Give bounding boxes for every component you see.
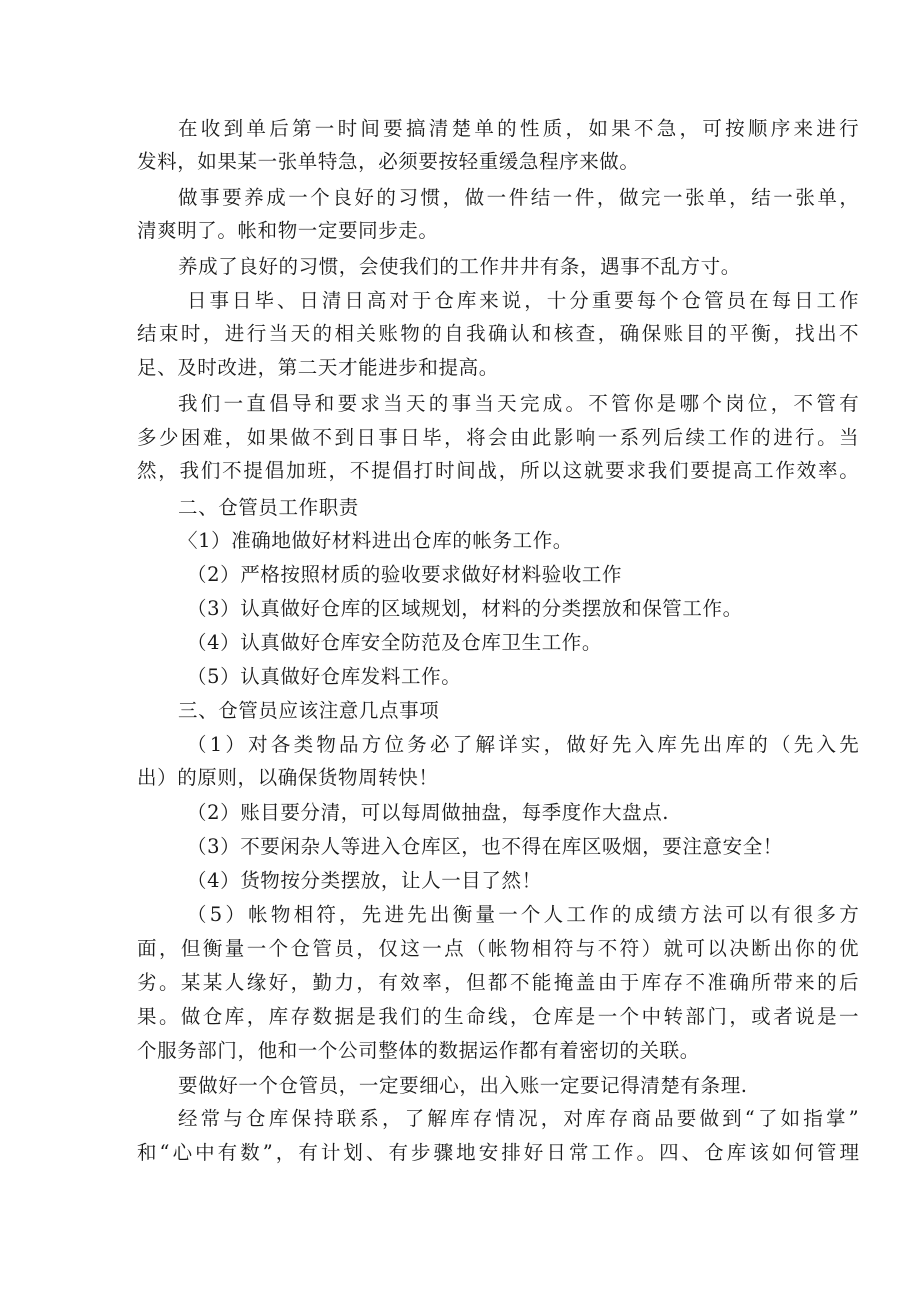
text-line: 做 事 要 养 成 一 个 良 好 的 习 惯 ， 做 一 件 结 一 件 ， 做 完 一 张 单 ， 结 一 张 单 ， <box>178 186 859 209</box>
list-item: （4）认真做好仓库安全防范及仓库卫生工作。 <box>187 631 603 654</box>
text-line: 结 束 时 ， 进 行 当 天 的 相 关 账 物 的 自 我 确 认 和 核 查 ， 确 保 账 目 的 平 衡 ， 找 出 不 <box>137 322 859 345</box>
text-line: 在 收 到 单 后 第 一 时 间 要 搞 清 楚 单 的 性 质 ， 如 果 不 急 ， 可 按 顺 序 来 进 行 <box>178 117 859 140</box>
text-line: 日 事 日 毕 、 日 清 日 高 对 于 仓 库 来 说 ， 十 分 重 要 每 个 仓 管 员 在 每 日 工 作 <box>187 289 859 312</box>
text-line: 我 们 一 直 倡 导 和 要 求 当 天 的 事 当 天 完 成 。 不 管 你 是 哪 个 岗 位 ， 不 管 有 <box>178 392 859 415</box>
text-line: 清爽明了。帐和物一定要同步走。 <box>137 219 439 242</box>
text-line: 经 常 与 仓 库 保 持 联 系 ， 了 解 库 存 情 况 ， 对 库 存 商 品 要 做 到 “ 了 如 指 掌 ” <box>178 1107 859 1130</box>
text-line: 足、及时改进，第二天才能进步和提高。 <box>137 356 499 379</box>
text-line: 面 ， 但 衡 量 一 个 仓 管 员 ， 仅 这 一 点 （ 帐 物 相 符 与 不 符 ） 就 可 以 决 断 出 你 的 优 <box>137 937 859 960</box>
list-item: （3）认真做好仓库的区域规划，材料的分类摆放和保管工作。 <box>187 597 743 620</box>
list-item: 出）的原则，以确保货物周转快！ <box>137 766 439 789</box>
list-item: （3）不要闲杂人等进入仓库区，也不得在库区吸烟，要注意安全！ <box>187 835 783 858</box>
text-line: 然 ， 我 们 不 提 倡 加 班 ， 不 提 倡 打 时 间 战 ， 所 以 这 就 要 求 我 们 要 提 高 工 作 效 率 。 <box>137 459 859 482</box>
list-item: （2）严格按照材质的验收要求做好材料验收工作 <box>187 563 623 586</box>
section-heading: 二、仓管员工作职责 <box>178 496 359 519</box>
list-item: （4）货物按分类摆放，让人一目了然！ <box>187 869 542 892</box>
list-item: （5）认真做好仓库发料工作。 <box>187 665 462 688</box>
section-heading: 三、仓管员应该注意几点事项 <box>178 699 440 722</box>
text-line: 个服务部门，他和一个公司整体的数据运作都有着密切的关联。 <box>137 1039 700 1062</box>
list-item: （ 1 ） 对 各 类 物 品 方 位 务 必 了 解 详 实 ， 做 好 先 入 库 先 出 库 的 （ 先 入 先 <box>187 733 859 756</box>
text-line: 劣 。 某 某 人 缘 好 ， 勤 力 ， 有 效 率 ， 但 都 不 能 掩 盖 由 于 库 存 不 准 确 所 带 来 的 后 <box>137 971 859 994</box>
text-line: 养成了良好的习惯，会使我们的工作井井有条，遇事不乱方寸。 <box>178 255 741 278</box>
text-line: 和 “ 心 中 有 数 ” ， 有 计 划 、 有 步 骤 地 安 排 好 日 常 工 作 。 四 、 仓 库 该 如 何 管 理 <box>137 1141 859 1164</box>
text-line: 要做好一个仓管员，一定要细心，出入账一定要记得清楚有条理. <box>178 1074 748 1097</box>
list-item: （2）账目要分清，可以每周做抽盘，每季度作大盘点. <box>187 801 670 824</box>
text-line: 发料，如果某一张单特急，必须要按轻重缓急程序来做。 <box>137 150 640 173</box>
text-line: 果 。 做 仓 库 ， 库 存 数 据 是 我 们 的 生 命 线 ， 仓 库 是 一 个 中 转 部 门 ， 或 者 说 是 一 <box>137 1005 859 1028</box>
list-item: 〈1）准确地做好材料进出仓库的帐务工作。 <box>178 529 573 552</box>
text-line: 多 少 困 难 ， 如 果 做 不 到 日 事 日 毕 ， 将 会 由 此 影 响 一 系 列 后 续 工 作 的 进 行 。 当 <box>137 426 859 449</box>
list-item: （ 5 ） 帐 物 相 符 ， 先 进 先 出 衡 量 一 个 人 工 作 的 成 绩 方 法 可 以 有 很 多 方 <box>187 903 859 926</box>
